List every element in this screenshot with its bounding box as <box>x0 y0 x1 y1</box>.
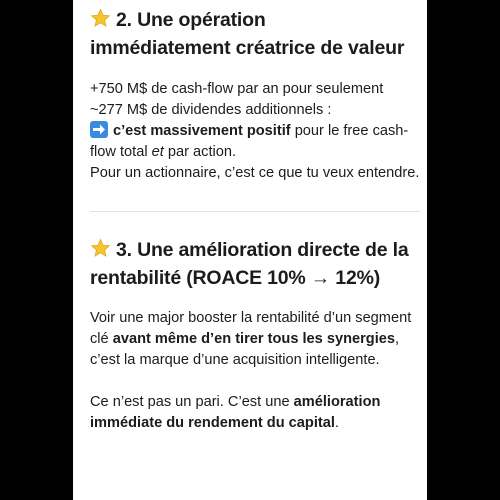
section-2-text-a: pour le free cash-flow total <box>90 123 409 160</box>
section-2-italic: et <box>151 144 164 160</box>
section-2-body <box>90 79 420 184</box>
star-emoji-icon <box>90 238 111 259</box>
section-2-paragraph-3: Pour un actionnaire, c’est ce que tu veux entendre. <box>90 165 420 181</box>
section-3-p2-text-a: Ce n’est pas un pari. C’est une <box>90 394 294 410</box>
star-emoji-icon <box>90 8 111 29</box>
section-3-text-b: , c’est la marque d’une acquisition intelligente. <box>90 331 400 368</box>
section-2-emphasis: c’est massivement positif <box>113 123 291 139</box>
section-3-paragraph-2 <box>90 392 420 434</box>
post-card <box>73 0 427 500</box>
section-2-paragraph-1: +750 M$ de cash-flow par an pour seulement ~277 M$ de dividendes additionnels : <box>90 81 384 118</box>
section-3-paragraph-1 <box>90 308 420 371</box>
section-2-heading <box>90 6 420 62</box>
right-arrow-emoji-icon <box>90 121 108 138</box>
section-2-title-line2: immédiatement créatrice de valeur <box>90 37 405 59</box>
section-3-text-a: Voir une major booster la rentabilité d’un segment clé <box>90 310 412 347</box>
section-divider <box>90 211 420 212</box>
section-3-emphasis: avant même d’en tirer tous les synergies <box>112 331 395 347</box>
post-content <box>90 6 420 434</box>
section-2-title-line1: 2. Une opération <box>116 9 266 31</box>
section-3-title-line1: 3. Une amélioration directe de la <box>116 239 409 261</box>
section-2-text-b: par action. <box>163 144 237 160</box>
section-3-title-line2: rentabilité (ROACE 10% → 12%) <box>90 267 381 289</box>
section-3-p2-emphasis: amélioration immédiate du rendement du capital <box>90 394 381 431</box>
section-3-heading <box>90 236 420 292</box>
section-3-p2-text-b: . <box>334 415 339 431</box>
